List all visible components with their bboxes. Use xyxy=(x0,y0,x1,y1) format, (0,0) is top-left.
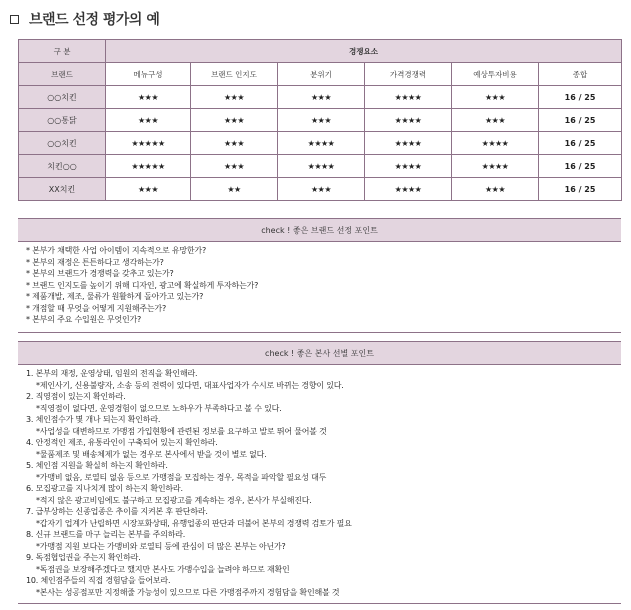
point-note: *가맹비 없음, 로열티 없음 등으로 가맹점을 모집하는 경우, 목적을 파악할 필요성 대두 xyxy=(36,472,327,482)
column-header: 가격경쟁력 xyxy=(365,63,452,86)
rating-stars: ★★★★ xyxy=(278,132,365,155)
point-note: *갑자기 업계가 난립하면 시장포화상태, 유행업종의 판단과 더불어 본부의 경쟁력 검토가 필요 xyxy=(36,518,352,528)
point-note: *직영점이 없다면, 운영경험이 없으므로 노하우가 부족하다고 볼 수 있다. xyxy=(36,403,282,413)
column-header: 분위기 xyxy=(278,63,365,86)
list-item: * 본부의 브랜드가 경쟁력을 갖추고 있는가? xyxy=(26,269,174,278)
rating-stars: ★★★ xyxy=(452,109,539,132)
point-note: *가맹점 지원 보다는 가맹비와 로열티 등에 관심이 더 많은 본부는 아닌가? xyxy=(36,541,286,551)
column-header: 브랜드 인지도 xyxy=(191,63,278,86)
rating-stars: ★★★★ xyxy=(452,132,539,155)
list-item: * 본부가 채택한 사업 아이템이 지속적으로 유망한가? xyxy=(26,246,206,255)
point-note: *물품제조 및 배송체제가 없는 경우로 본사에서 받을 것이 별로 없다. xyxy=(36,449,267,459)
criteria-header: 경쟁요소 xyxy=(106,40,622,63)
rating-stars: ★★★★ xyxy=(452,155,539,178)
total-score: 16 / 25 xyxy=(539,86,622,109)
rating-stars: ★★★ xyxy=(191,155,278,178)
point-note: *본사는 성공점포만 지정해줄 가능성이 있으므로 다른 가맹점주까지 경험담을 확인해볼 것 xyxy=(36,587,340,597)
point-title: 6. 모집광고를 지나치게 많이 하는지 확인하라. xyxy=(26,484,183,493)
point-note: *제인사기, 신용불량자, 소송 등의 전력이 있다면, 대표사업자가 수시로 바뀌는 경향이 있다. xyxy=(36,380,344,390)
point-note: *적지 않은 광고비임에도 불구하고 모집광고를 계속하는 경우, 본사가 부실해진다. xyxy=(36,495,312,505)
rating-stars: ★★★ xyxy=(278,109,365,132)
column-header: 메뉴구성 xyxy=(106,63,191,86)
point-title: 4. 안정적인 제조, 유통라인이 구축되어 있는지 확인하라. xyxy=(26,438,218,447)
table-row xyxy=(19,132,622,155)
rating-stars: ★★★★★ xyxy=(106,132,191,155)
brand-name: 치킨○○ xyxy=(19,155,106,178)
point-title: 8. 신규 브랜드를 마구 늘리는 본부를 주의하라. xyxy=(26,530,186,539)
point-title: 9. 독점협업권을 주는지 확인하라. xyxy=(26,553,141,562)
column-header: 종합 xyxy=(539,63,622,86)
rating-stars: ★★★ xyxy=(191,86,278,109)
rating-stars: ★★★★ xyxy=(365,109,452,132)
brand-name: ○○통닭 xyxy=(19,109,106,132)
brand-name: ○○치킨 xyxy=(19,86,106,109)
brand-check-heading: check ! 좋은 브랜드 선정 포인트 xyxy=(18,218,621,242)
rating-stars: ★★★ xyxy=(106,86,191,109)
point-title: 3. 체인점수가 몇 개나 되는지 확인하라. xyxy=(26,415,161,424)
rating-stars: ★★★ xyxy=(106,178,191,201)
point-note: *사업성을 대변하므로 가맹점 가입현황에 관련된 정보를 요구하고 발로 뛰어 물어볼 것 xyxy=(36,426,327,436)
list-item: * 브랜드 인지도를 높이기 위해 디자인, 광고에 확실하게 투자하는가? xyxy=(26,280,259,290)
table-row xyxy=(19,86,622,109)
rating-stars: ★★ xyxy=(191,178,278,201)
brand-name: ○○치킨 xyxy=(19,132,106,155)
rating-stars: ★★★ xyxy=(106,109,191,132)
brand-evaluation-table xyxy=(18,39,622,201)
rating-stars: ★★★ xyxy=(452,86,539,109)
brand-name: XX치킨 xyxy=(19,178,106,201)
square-bullet-icon xyxy=(10,15,19,24)
hq-check-list xyxy=(26,368,352,598)
list-item: * 제품개발, 제조, 물류가 원활하게 돌아가고 있는가? xyxy=(26,292,204,301)
table-row xyxy=(19,109,622,132)
list-item: * 본부의 재정은 튼튼하다고 생각하는가? xyxy=(26,257,164,267)
point-title: 5. 체인점 지원을 확실히 하는지 확인하라. xyxy=(26,461,168,470)
section-divider xyxy=(18,332,621,333)
rating-stars: ★★★ xyxy=(191,132,278,155)
table-row xyxy=(19,178,622,201)
page-title xyxy=(10,8,159,30)
column-header-row xyxy=(19,63,622,86)
hq-check-heading: check ! 좋은 본사 선별 포인트 xyxy=(18,341,621,365)
total-score: 16 / 25 xyxy=(539,178,622,201)
rating-stars: ★★★★ xyxy=(365,132,452,155)
column-header: 브랜드 xyxy=(19,63,106,86)
section-divider xyxy=(18,603,621,604)
group-header: 구 분 xyxy=(19,40,106,63)
point-title: 10. 체인점주들의 직접 경험담을 들어보라. xyxy=(26,576,171,585)
rating-stars: ★★★★ xyxy=(365,86,452,109)
point-note: *독점권을 보장해주겠다고 했지만 본사도 가맹수입을 늘려야 하므로 재확인 xyxy=(36,564,290,574)
total-score: 16 / 25 xyxy=(539,155,622,178)
total-score: 16 / 25 xyxy=(539,132,622,155)
rating-stars: ★★★★ xyxy=(365,155,452,178)
point-title: 7. 급부상하는 신종업종은 추이를 지켜본 후 판단하라. xyxy=(26,507,208,516)
rating-stars: ★★★ xyxy=(278,86,365,109)
list-item: * 본부의 주요 수입원은 무엇인가? xyxy=(26,315,142,324)
rating-stars: ★★★★ xyxy=(365,178,452,201)
point-title: 2. 직영점이 있는지 확인하라. xyxy=(26,392,126,401)
rating-stars: ★★★★★ xyxy=(106,155,191,178)
total-score: 16 / 25 xyxy=(539,109,622,132)
list-item: * 개점할 때 무엇을 어떻게 지원해주는가? xyxy=(26,303,167,313)
column-header: 예상투자비용 xyxy=(452,63,539,86)
table-row xyxy=(19,155,622,178)
rating-stars: ★★★★ xyxy=(278,155,365,178)
rating-stars: ★★★ xyxy=(278,178,365,201)
point-title: 1. 본부의 재정, 운영상태, 임원의 전직을 확인해라. xyxy=(26,369,198,378)
rating-stars: ★★★ xyxy=(452,178,539,201)
rating-stars: ★★★ xyxy=(191,109,278,132)
brand-check-list xyxy=(26,245,258,326)
page-title-text: 브랜드 선정 평가의 예 xyxy=(29,12,160,28)
